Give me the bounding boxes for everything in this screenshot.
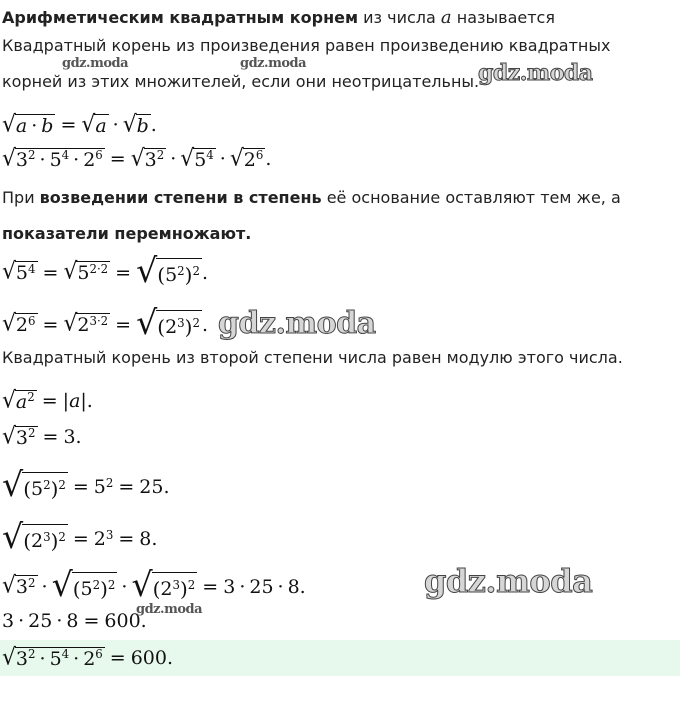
- formula-power-5: √ 5 $^4$ = √ 5 $^{2\cdot 2}$ = √ ( 5 $^2$ ) $^2$ .: [2, 251, 208, 290]
- definition-term: Арифметическим квадратным корнем: [2, 8, 359, 27]
- rule-abs-line: Квадратный корень из второй степени числа равен модулю этого числа.: [2, 348, 623, 367]
- rule-power-term: возведении степени в степень: [39, 188, 322, 207]
- rule-power-term-2: показатели перемножают.: [2, 224, 252, 243]
- watermark-logo: gdz.moda: [218, 306, 376, 341]
- formula-product: 3 · 25 · 8 = 600.: [2, 610, 147, 632]
- definition-line: [2, 8, 555, 28]
- formula-root-3: √ 3 $^2$ = 3.: [2, 422, 82, 450]
- definition-end: называется: [451, 8, 555, 27]
- rule-product-line-2: корней из этих множителей, если они неотрицательны.: [2, 72, 480, 91]
- watermark-logo: gdz.moda: [136, 602, 203, 617]
- watermark-logo: gdz.moda: [478, 60, 593, 86]
- definition-text: из числа: [358, 8, 441, 27]
- formula-answer: √ 3 $^2$ · 5 $^4$ · 2 $^6$ = 600.: [2, 643, 174, 671]
- rule-power-start: При: [2, 188, 40, 207]
- formula-root-25: √ ( 5 $^2$ ) $^2$ = 5 $^2$ = 25.: [2, 465, 170, 504]
- rule-power-end: её основание оставляют тем же, а: [321, 188, 621, 207]
- watermark-logo: gdz.moda: [240, 56, 307, 71]
- rule-power-line-2: [2, 224, 251, 244]
- rule-product-line-1: Квадратный корень из произведения равен произведению квадратных: [2, 36, 611, 55]
- watermark-logo: gdz.moda: [62, 56, 129, 71]
- formula-abs: √ a $^2$ = | a |.: [2, 386, 93, 414]
- rule-power-line-1: [2, 188, 621, 208]
- formula-combined: √ 3 $^2$ · √ ( 5 $^2$ ) $^2$ · √ ( 2 $^3$ ) $^2$ = 3 · 25 · 8.: [2, 565, 306, 604]
- formula-root-8: √ ( 2 $^3$ ) $^2$ = 2 $^3$ = 8.: [2, 517, 158, 556]
- formula-power-2: √ 2 $^6$ = √ 2 $^{3\cdot 2}$ = √ ( 2 $^3$ ) $^2$ .: [2, 303, 208, 342]
- watermark-logo: gdz.moda: [424, 562, 593, 600]
- formula-product-root: √ a · b = √ a · √ b .: [2, 110, 157, 138]
- variable-a: a: [440, 7, 452, 28]
- formula-example-split: √ 3 $^2$ · 5 $^4$ · 2 $^6$ = √ 3 $^2$ · √ 5 $^4$ · √ 2 $^6$ .: [2, 144, 272, 172]
